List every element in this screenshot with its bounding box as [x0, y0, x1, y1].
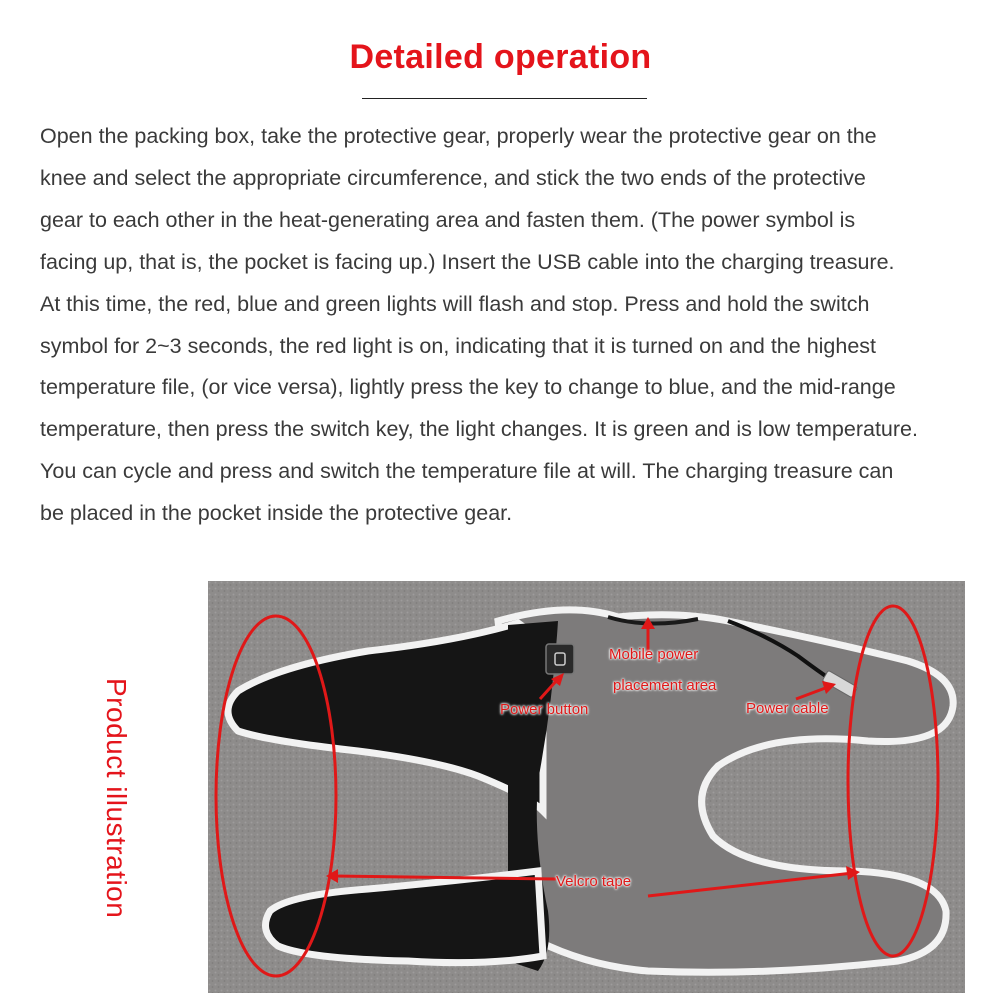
product-photo	[208, 581, 965, 993]
description-line: At this time, the red, blue and green lights will flash and stop. Press and hold the switch	[40, 291, 870, 316]
power-button-callout: Power button	[500, 701, 589, 718]
description-line: gear to each other in the heat-generating area and fasten them. (The power symbol is	[40, 207, 856, 232]
velcro-tape-callout: Velcro tape	[556, 873, 632, 890]
product-illustration-label: Product illustration	[101, 678, 132, 919]
mobile-power-callout: Mobile power	[609, 646, 699, 663]
mobile-power-callout-line2: placement area	[613, 677, 717, 694]
knee-pad-illustration	[208, 581, 965, 993]
description-line: be placed in the pocket inside the protective gear.	[40, 501, 513, 526]
operation-description	[40, 116, 995, 535]
description-line: temperature file, (or vice versa), lightly press the key to change to blue, and the mid-range	[40, 375, 896, 400]
page-title: Detailed operation	[349, 38, 652, 76]
description-line: knee and select the appropriate circumference, and stick the two ends of the protective	[40, 165, 866, 190]
description-line: symbol for 2~3 seconds, the red light is on, indicating that it is turned on and the highest	[40, 333, 877, 358]
description-line: You can cycle and press and switch the temperature file at will. The charging treasure can	[40, 459, 894, 484]
power-cable-callout: Power cable	[746, 700, 829, 717]
description-line: temperature, then press the switch key, the light changes. It is green and is low temperature.	[40, 417, 918, 442]
title-divider	[362, 98, 647, 99]
description-line: Open the packing box, take the protective gear, properly wear the protective gear on the	[40, 124, 877, 148]
power-button-icon	[546, 644, 574, 674]
description-line: facing up, that is, the pocket is facing up.) Insert the USB cable into the charging treasure.	[40, 249, 895, 274]
